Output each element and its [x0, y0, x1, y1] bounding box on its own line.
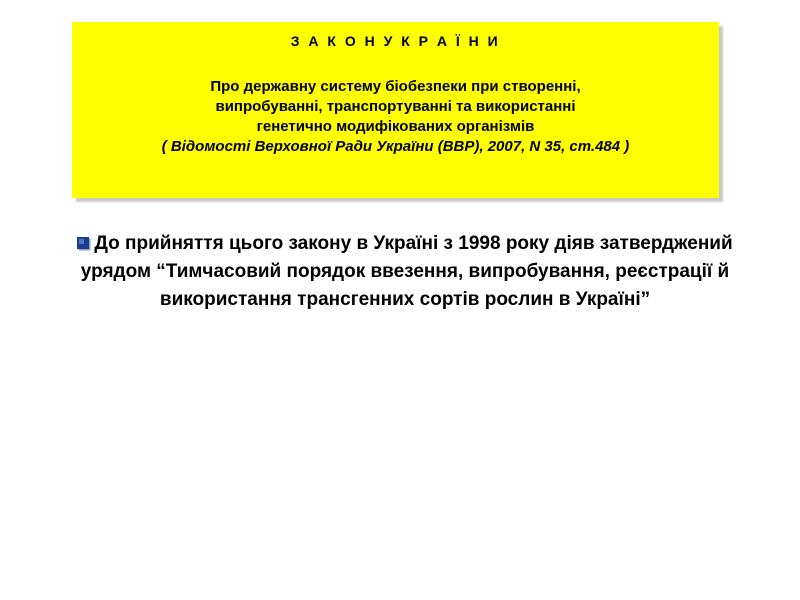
body-paragraph	[60, 230, 750, 314]
square-bullet-icon	[77, 237, 89, 249]
law-header-box	[72, 22, 719, 198]
law-subtitle-line-3: генетично модифікованих організмів	[256, 118, 535, 135]
law-subtitle-line-2: випробуванні, транспортуванні та використанні	[215, 98, 576, 115]
law-citation: ( Відомості Верховної Ради України (ВВР), 2007, N 35, ст.484 )	[161, 138, 630, 155]
law-title: З А К О Н У К Р А Ї Н И	[290, 33, 501, 49]
body-line-3: використання трансгенних сортів рослин в Україні”	[159, 289, 651, 310]
body-line-2: урядом “Тимчасовий порядок ввезення, випробування, реєстрації й	[80, 261, 730, 282]
body-line-1	[60, 230, 750, 258]
body-line-1-text: До прийняття цього закону в Україні з 1998 року діяв затверджений	[94, 233, 733, 254]
spacer	[72, 51, 719, 77]
law-subtitle-line-1: Про державну систему біобезпеки при створенні,	[210, 78, 581, 95]
